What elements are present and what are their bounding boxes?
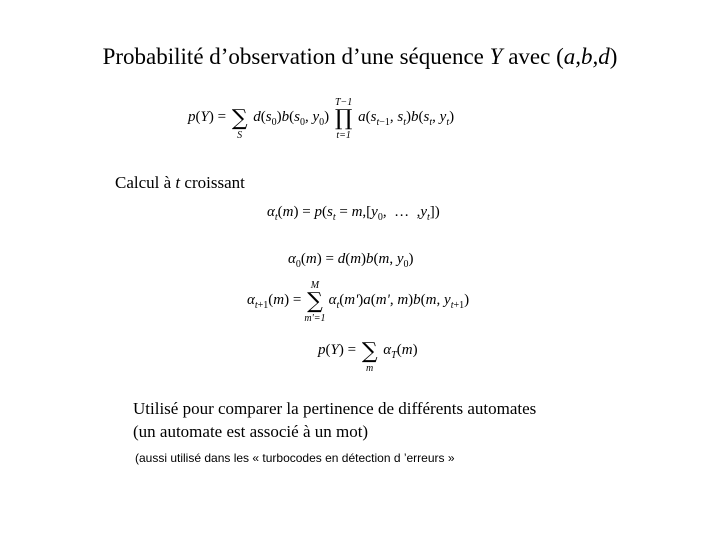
equation-py-final: p(Y) = ∑ m $\alpha_T(m)$ (318, 339, 418, 374)
equation-alpha-init: $\alpha_0(m) = d(m)b(m$, $y_0$) (288, 251, 414, 270)
turbocodes-note: (aussi utilisé dans les « turbocodes en détection d ’erreurs » (135, 451, 455, 465)
usage-note-line2: (un automate est associé à un mot) (133, 422, 369, 441)
section-heading: Calcul à t croissant (115, 173, 245, 192)
usage-note-line1: Utilisé pour comparer la pertinence de différents automates (133, 399, 537, 418)
slide-title: Probabilité d’observation d’une séquence Y avec (a,b,d) (102, 44, 618, 69)
equation-py: p(Y) = ∑ S $d(s_0)b(s_0$, $y_0$) ∏ T−1 t=1 $a(s_{t-1}$, $s_t)b(s_t$, $y_t$) (188, 97, 455, 141)
equation-alpha-definition: $\alpha_t(m) = p(s_t = m,[y_0$, … $,y_t$]) (267, 204, 440, 223)
equation-alpha-recursion: $\alpha_{t+1}(m)$ = ∑ M m'=1 $\alpha_t(m')a(m'$, m)b(m, $y_{t+1}$) (247, 280, 470, 324)
usage-note (133, 397, 536, 443)
